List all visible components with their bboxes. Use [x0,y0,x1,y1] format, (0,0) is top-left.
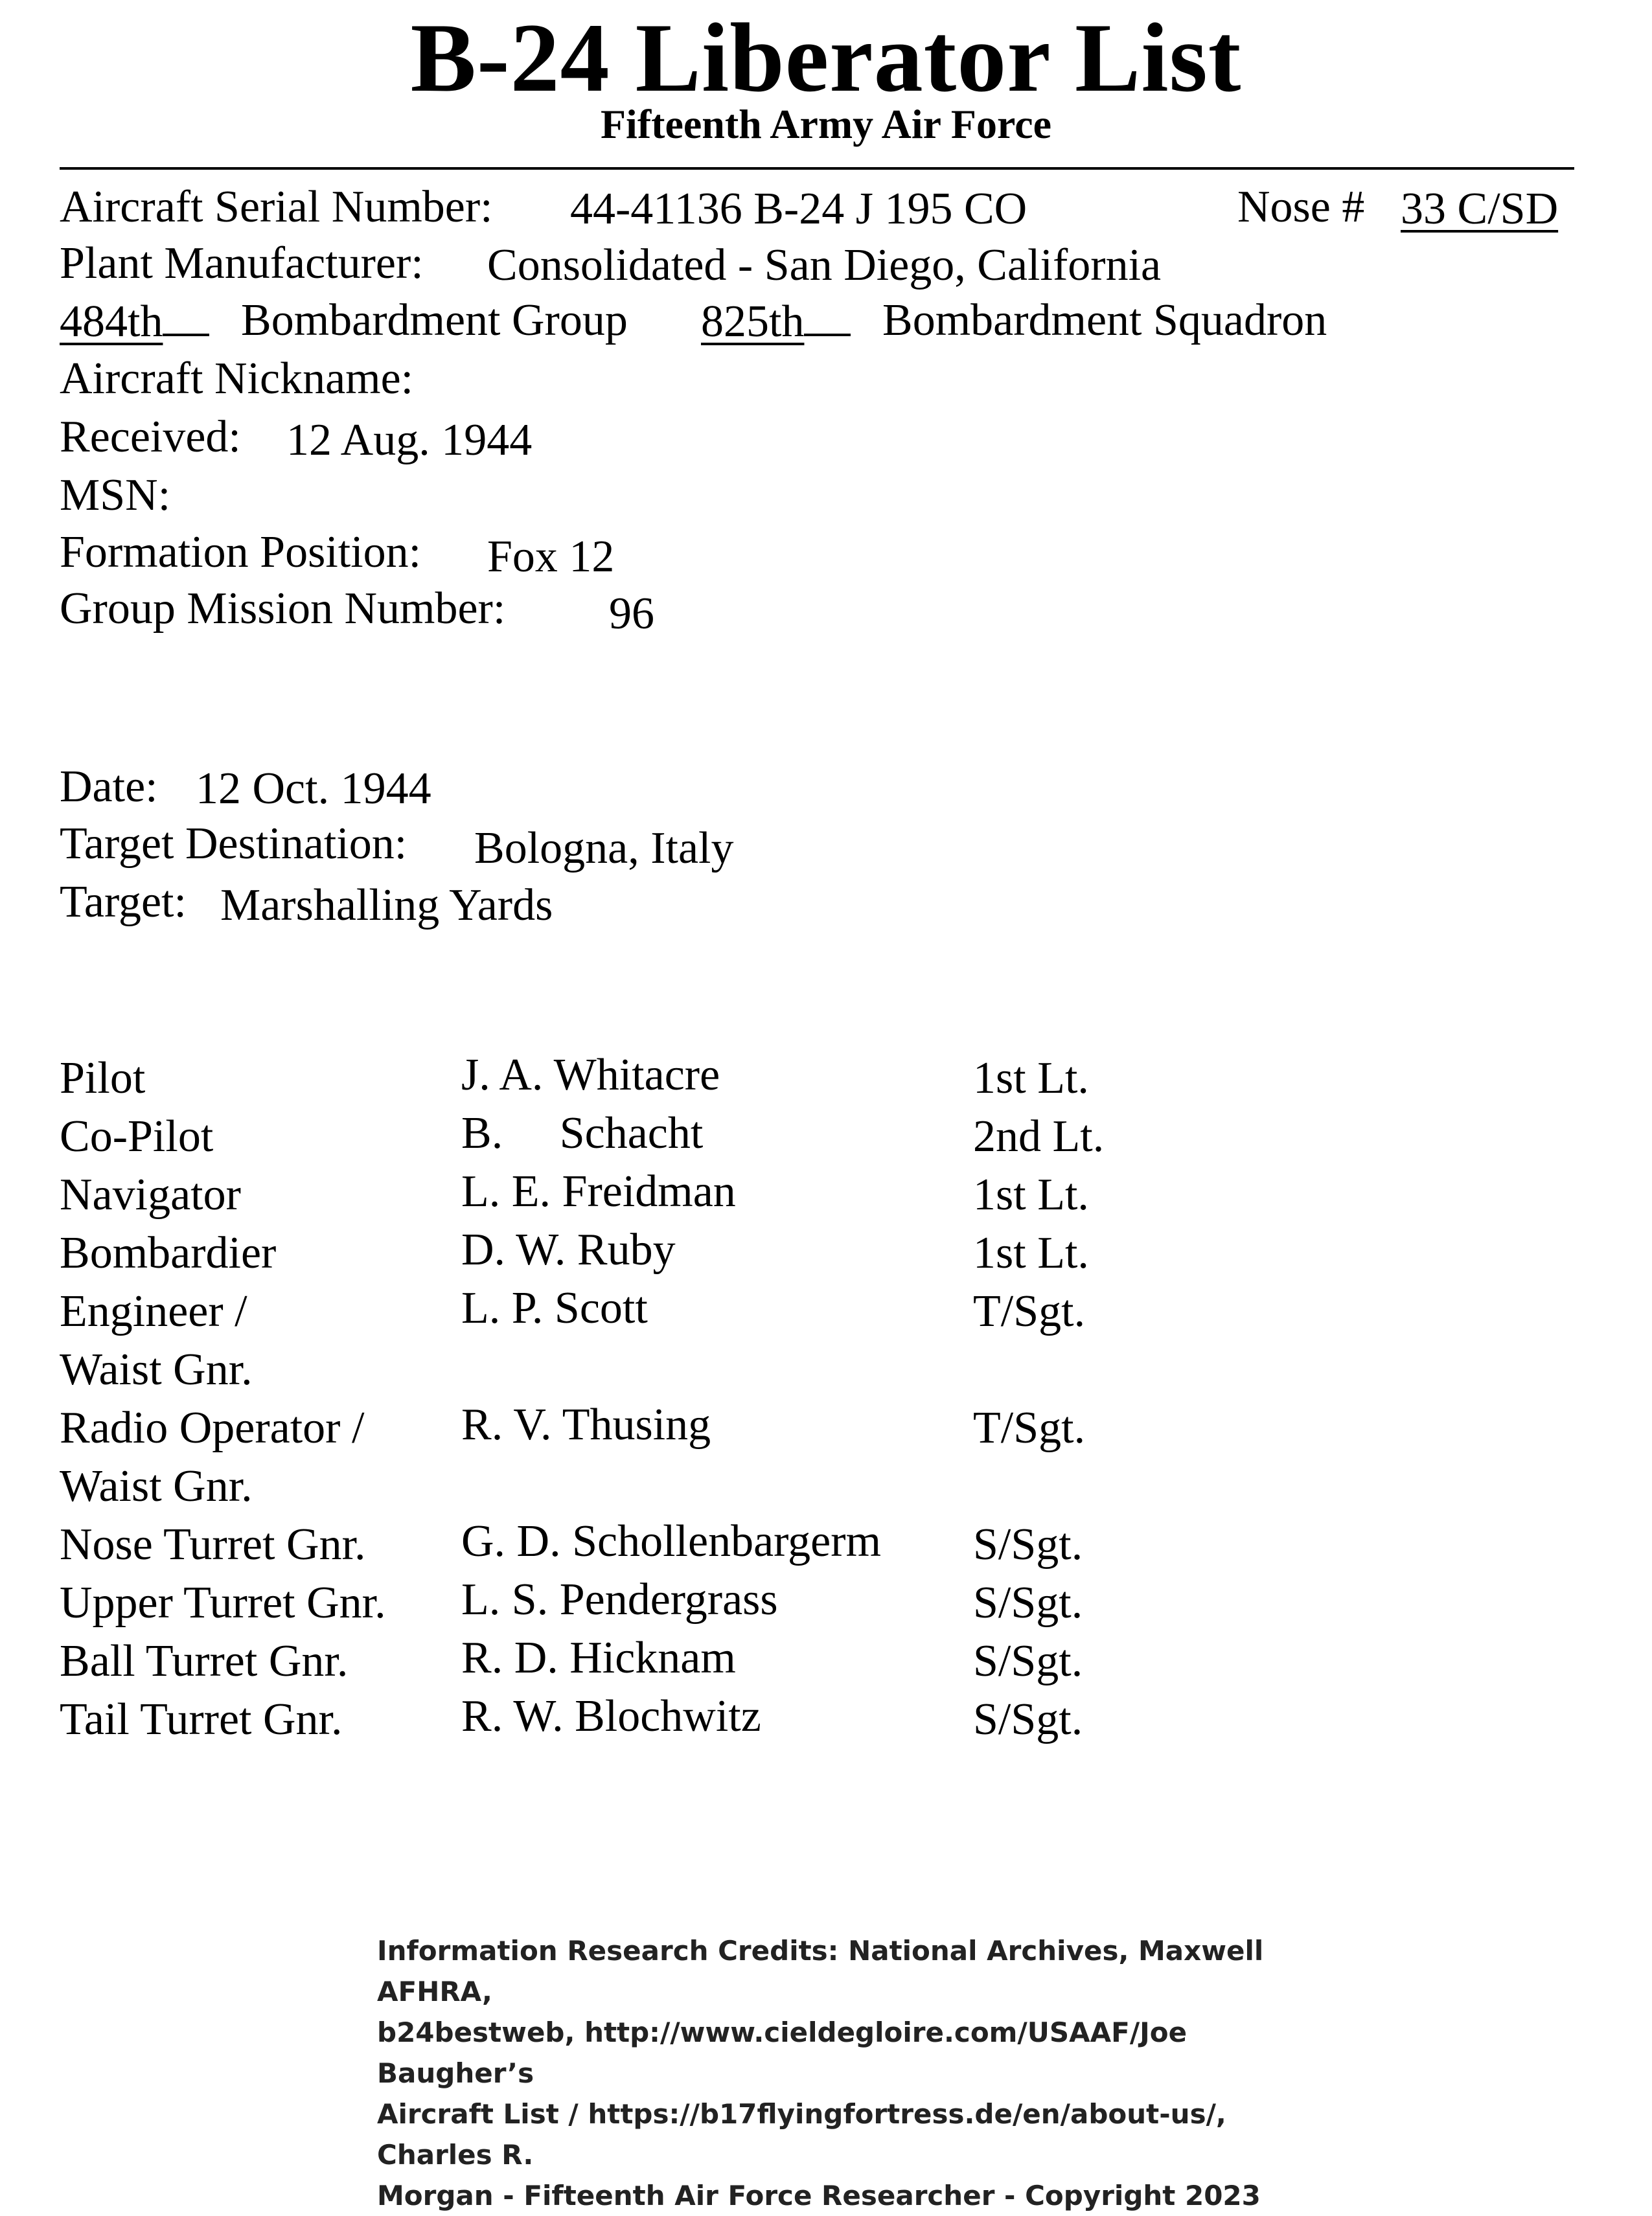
crew-position-line2: Waist Gnr. [60,1345,253,1395]
nose-value: 33 C/SD [1401,184,1559,234]
crew-name: J. A. Whitacre [461,1050,720,1100]
group-label: Bombardment Group [241,295,628,345]
date-label: Date: [60,762,158,812]
crew-rank: S/Sgt. [973,1578,1083,1628]
crew-rank: 2nd Lt. [973,1112,1105,1161]
crew-position: Radio Operator / [60,1403,365,1453]
crew-position: Pilot [60,1053,146,1103]
group-blank-line [163,327,209,336]
crew-name: R. V. Thusing [461,1400,711,1450]
msn-label: MSN: [60,470,171,520]
crew-rank: S/Sgt. [973,1636,1083,1686]
target-label: Target: [60,877,187,927]
date-value: 12 Oct. 1944 [196,764,431,814]
plant-label: Plant Manufacturer: [60,238,424,288]
crew-name: R. W. Blochwitz [461,1691,761,1741]
crew-position: Engineer / [60,1286,247,1336]
crew-position: Co-Pilot [60,1112,214,1161]
destination-label: Target Destination: [60,819,407,869]
squadron-label: Bombardment Squadron [882,295,1327,345]
crew-position: Upper Turret Gnr. [60,1578,386,1628]
crew-name: B. Schacht [461,1108,704,1158]
squadron-value: 825th [701,297,805,347]
group-value: 484th [60,297,163,347]
serial-value: 44-41136 B-24 J 195 CO [570,184,1027,234]
target-value: Marshalling Yards [220,880,553,930]
header-divider [60,167,1574,170]
squadron-blank-line [804,327,851,336]
crew-rank: S/Sgt. [973,1695,1083,1744]
research-credits [377,1930,1349,2216]
nose-label: Nose # [1237,182,1365,232]
crew-name: L. S. Pendergrass [461,1575,778,1625]
crew-position-line2: Waist Gnr. [60,1461,253,1511]
received-label: Received: [60,412,241,462]
crew-rank: 1st Lt. [973,1170,1089,1220]
group-number [60,299,209,345]
credits-line: Aircraft List / https://b17flyingfortress.de/en/about-us/, Charles R. [377,2098,1226,2171]
credits-line: Morgan - Fifteenth Air Force Researcher - Copyright 2023 [377,2180,1261,2211]
crew-position: Tail Turret Gnr. [60,1695,343,1744]
crew-position: Bombardier [60,1228,277,1278]
formation-label: Formation Position: [60,527,422,577]
destination-value: Bologna, Italy [474,823,734,873]
credits-line: Information Research Credits: National Archives, Maxwell AFHRA, [377,1935,1264,2007]
crew-name: R. D. Hicknam [461,1633,736,1683]
group-mission-value: 96 [609,589,654,639]
plant-value: Consolidated - San Diego, California [487,240,1162,290]
credits-line: b24bestweb, http://www.cieldegloire.com/USAAF/Joe Baugher’s [377,2016,1187,2089]
page-title: B-24 Liberator List [410,3,1242,112]
crew-name: L. E. Freidman [461,1167,736,1217]
nickname-label: Aircraft Nickname: [60,354,414,404]
crew-rank: 1st Lt. [973,1228,1089,1278]
received-value: 12 Aug. 1944 [286,415,533,465]
crew-name: L. P. Scott [461,1283,648,1333]
formation-value: Fox 12 [487,532,615,582]
crew-rank: T/Sgt. [973,1286,1086,1336]
crew-rank: S/Sgt. [973,1520,1083,1570]
crew-rank: T/Sgt. [973,1403,1086,1453]
crew-position: Ball Turret Gnr. [60,1636,349,1686]
squadron-number [701,299,851,345]
crew-name: G. D. Schollenbargerm [461,1516,882,1566]
group-mission-label: Group Mission Number: [60,584,506,634]
crew-position: Nose Turret Gnr. [60,1520,366,1570]
crew-name: D. W. Ruby [461,1225,676,1275]
crew-rank: 1st Lt. [973,1053,1089,1103]
crew-position: Navigator [60,1170,241,1220]
page-subtitle: Fifteenth Army Air Force [600,101,1052,147]
serial-label: Aircraft Serial Number: [60,182,493,232]
